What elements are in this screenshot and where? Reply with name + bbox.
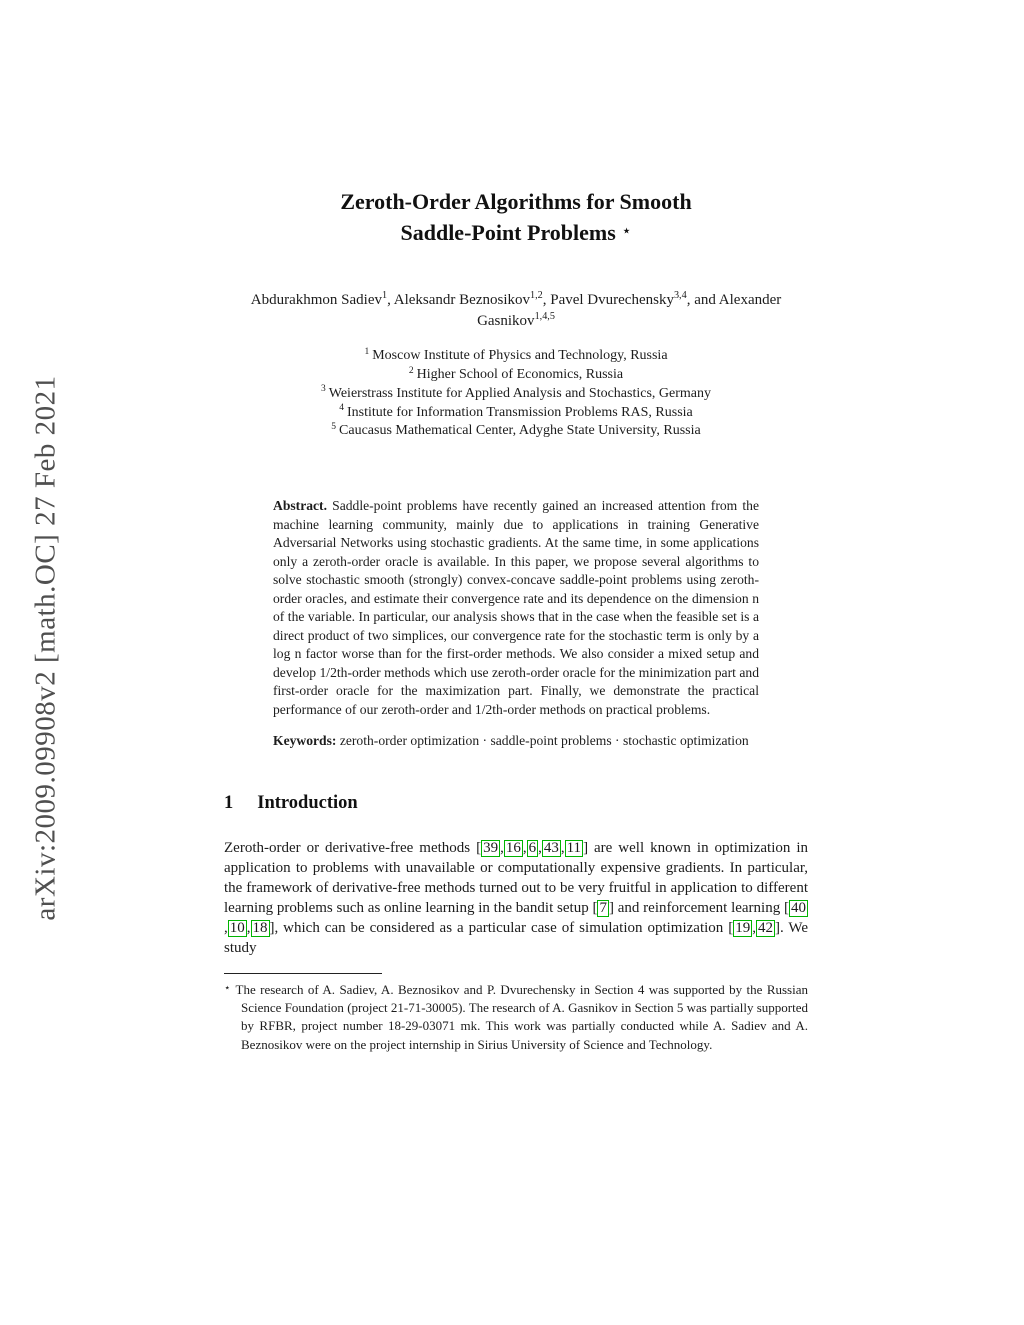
abstract-label: Abstract.	[273, 498, 327, 514]
citation-link[interactable]: 19	[735, 919, 751, 936]
paper-content	[224, 186, 808, 1054]
citation-link[interactable]: 16	[505, 839, 521, 856]
affiliation-3	[224, 385, 808, 404]
citation-link[interactable]: 40	[791, 899, 806, 916]
text-run: ] and reinforcement learning [	[608, 899, 789, 916]
affiliation-1	[224, 347, 808, 366]
citation-link[interactable]: 6	[528, 839, 537, 856]
author-name: Alexander Gasnikov	[477, 292, 782, 330]
affiliation-4	[224, 404, 808, 423]
text-run: ], which can be considered as a particular case of simulation optimization [	[269, 919, 734, 936]
footnote	[224, 981, 808, 1054]
citation-link[interactable]: 11	[566, 839, 582, 856]
abstract-text: Saddle-point problems have recently gained an increased attention from the machine learning community, mainly due to applications in training Generative Adversarial Networks using stochastic gradients. At the same time, in some applications only a zeroth-order oracle is available. In this paper, we propose several algorithms to solve stochastic smooth (strongly) convex-concave saddle-point problems using zeroth-order oracles, and estimate their convergence rate and its dependence on the dimension n of the variable. In particular, our analysis shows that in the case when the feasible set is a direct product of two simplices, our convergence rate for the stochastic term is only by a log n factor worse than for the first-order methods. We also consider a mixed setup and develop 1/2th-order methods which use zeroth-order oracle for the minimization part and first-order oracle for the maximization part. Finally, we demonstrate the practical performance of our zeroth-order and 1/2th-order methods on practical problems.	[273, 498, 759, 717]
arxiv-watermark: arXiv:2009.09908v2 [math.OC] 27 Feb 2021	[29, 375, 62, 921]
affiliation-text: Weierstrass Institute for Applied Analysis and Stochastics, Germany	[328, 385, 711, 401]
author	[394, 292, 550, 308]
section-title: Introduction	[257, 792, 358, 813]
citation-link[interactable]: 18	[252, 919, 268, 936]
keywords-label: Keywords:	[273, 733, 337, 749]
text-run: ,	[500, 839, 504, 856]
title-line-1: Zeroth-Order Algorithms for Smooth	[340, 189, 692, 214]
author-affil-marks: 1	[381, 290, 388, 302]
keywords	[273, 732, 759, 750]
author-separator: ,	[387, 292, 394, 309]
affiliation-text: Moscow Institute of Physics and Technology, Russia	[372, 348, 668, 364]
author-name: Pavel Dvurechensky	[550, 292, 674, 309]
footnote-rule	[224, 973, 382, 974]
citation-link[interactable]: 42	[757, 919, 773, 936]
author	[251, 292, 394, 308]
affiliation-number: 1	[364, 346, 370, 357]
affiliation-text: Caucasus Mathematical Center, Adyghe State University, Russia	[339, 423, 701, 439]
section-number: 1	[224, 792, 234, 813]
author-affil-marks: 1,2	[530, 290, 543, 302]
citation-link[interactable]: 7	[599, 899, 607, 916]
citation-link[interactable]: 43	[543, 839, 559, 856]
text-run: ,	[752, 919, 756, 936]
affiliation-number: 2	[408, 365, 414, 376]
affiliation-2	[224, 366, 808, 385]
paper-title	[224, 186, 808, 248]
text-run: ,	[224, 919, 228, 936]
footnote-text: The research of A. Sadiev, A. Beznosikov and P. Dvurechensky in Section 4 was supported by the Russian Science Foundation (project 21-71-30005). The research of A. Gasnikov in Section 5 was partially supported by RFBR, project number 18-29-03071 mk. This work was partially conducted while A. Sadiev and A. Beznosikov were on the project internship in Sirius University of Science and Technology.	[235, 982, 808, 1052]
title-footnote-star-icon: ⋆	[621, 221, 632, 241]
authors-line	[224, 290, 808, 332]
affiliation-text: Higher School of Economics, Russia	[416, 367, 624, 383]
author-name: Aleksandr Beznosikov	[393, 292, 530, 309]
author-affil-marks: 1,4,5	[534, 311, 555, 323]
author-separator: ,	[542, 292, 551, 309]
author-name: Abdurakhmon Sadiev	[250, 292, 382, 309]
affiliation-number: 4	[339, 403, 345, 414]
introduction-paragraph	[224, 838, 808, 959]
text-run: ] are well known in optimization in application to problems with unavailable or computationally expensive gradients. In particular, the framework of derivative-free methods turned out to be very fruitful in application to different learning problems such as online learning in the bandit setup [	[224, 839, 809, 916]
affiliation-number: 5	[331, 421, 337, 432]
citation-link[interactable]: 39	[483, 839, 499, 856]
keywords-text: zeroth-order optimization · saddle-point problems · stochastic optimization	[336, 733, 749, 749]
title-line-2: Saddle-Point Problems	[400, 220, 616, 246]
text-run: Zeroth-order or derivative-free methods [	[224, 839, 482, 856]
author	[550, 292, 719, 308]
text-run: ,	[560, 839, 565, 856]
section-heading-introduction	[224, 793, 808, 814]
affiliations-block	[224, 347, 808, 441]
author-separator: , and	[686, 292, 719, 309]
abstract	[273, 497, 759, 719]
text-run: ,	[246, 919, 251, 936]
author-affil-marks: 3,4	[673, 290, 687, 302]
affiliation-number: 3	[320, 384, 326, 395]
text-run: ,	[522, 839, 527, 856]
footnote-star-marker: ⋆	[224, 982, 231, 994]
affiliation-5	[224, 422, 808, 441]
text-run: ]. We study	[224, 919, 808, 956]
text-run: ,	[538, 839, 542, 856]
citation-link[interactable]: 10	[229, 919, 245, 936]
affiliation-text: Institute for Information Transmission Problems RAS, Russia	[347, 404, 693, 420]
